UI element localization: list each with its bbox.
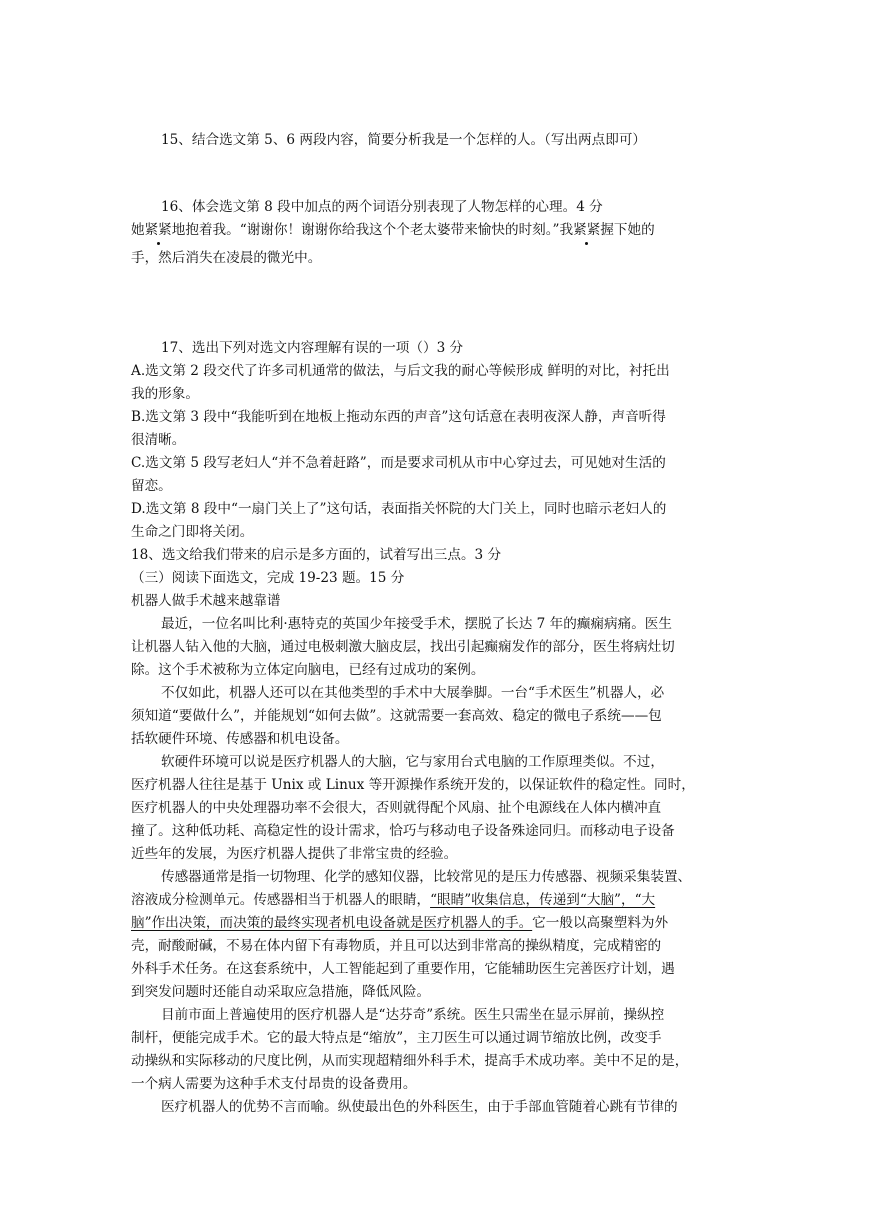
paragraph-5-line-4: 一个病人需要为这种手术支付昂贵的设备费用。: [131, 1076, 417, 1092]
question-16-quote-line-2: 手，然后消失在凌晨的微光中。: [131, 250, 322, 266]
option-c-line-2: 留恋。: [131, 478, 172, 494]
paragraph-4-line-6: 到突发问题时还能自动采取应急措施，降低风险。: [131, 984, 431, 1000]
paragraph-2-line-1: 不仅如此，机器人还可以在其他类型的手术中大展拳脚。一台“手术医生”机器人，必: [161, 685, 665, 701]
paragraph-6-line-1: 医疗机器人的优势不言而喻。纵使最出色的外科医生，由于手部血管随着心跳有节律的: [161, 1099, 678, 1115]
paragraph-3-line-5: 近些年的发展，为医疗机器人提供了非常宝贵的经验。: [131, 846, 458, 862]
paragraph-4-line-3: 脑”作出决策，而决策的最终实现者机电设备就是医疗机器人的手。它一般以高聚塑料为外: [131, 915, 669, 931]
question-15: 15、结合选文第 5、6 两段内容，简要分析我是一个怎样的人。（写出两点即可）: [161, 132, 647, 148]
option-b-line-2: 很清晰。: [131, 432, 186, 448]
paragraph-3-line-2: 医疗机器人往往是基于 Unix 或 Linux 等开源操作系统开发的，以保证软件的稳定性。同时，: [131, 777, 695, 793]
option-a-line-2: 我的形象。: [131, 386, 199, 402]
paragraph-3-line-4: 撞了。这种低功耗、高稳定性的设计需求，恰巧与移动电子设备殊途同归。而移动电子设备: [131, 823, 675, 839]
option-c-line-1: C.选文第 5 段写老妇人“并不急着赶路”，而是要求司机从市中心穿过去，可见她对生活的: [131, 455, 666, 471]
paragraph-2-line-3: 括软硬件环境、传感器和机电设备。: [131, 731, 349, 747]
paragraph-4-line-1: 传感器通常是指一切物理、化学的感知仪器，比较常见的是压力传感器、视频采集装置、: [161, 869, 692, 885]
paragraph-3-line-1: 软硬件环境可以说是医疗机器人的大脑，它与家用台式电脑的工作原理类似。不过，: [161, 754, 664, 770]
option-b-line-1: B.选文第 3 段中“我能听到在地板上拖动东西的声音”这句话意在表明夜深人静，声音听得: [131, 409, 666, 425]
paragraph-5-line-2: 制杆，便能完成手术。它的最大特点是“缩放”，主刀医生可以通过调节缩放比例，改变手: [131, 1030, 662, 1046]
underlined-sentence-part-2: 脑”作出决策，而决策的最终实现者机电设备就是医疗机器人的手。: [131, 915, 533, 931]
paragraph-4-line-2: 溶液成分检测单元。传感器相当于机器人的眼睛，“眼睛”收集信息，传递到“大脑”，“大: [131, 892, 656, 908]
emphasized-word-1: 紧紧: [144, 222, 172, 238]
question-16: 16、体会选文第 8 段中加点的两个词语分别表现了人物怎样的心理。4 分: [161, 199, 603, 215]
paragraph-5-line-3: 动操纵和实际移动的尺度比例，从而实现超精细外科手术，提高手术成功率。美中不足的是，: [131, 1053, 689, 1069]
paragraph-2-line-2: 须知道“要做什么”，并能规划“如何去做”。这就需要一套高效、稳定的微电子系统——包: [131, 708, 662, 724]
underlined-sentence-part-1: “眼睛”收集信息，传递到“大脑”，“大: [430, 892, 656, 908]
option-a-line-1: A.选文第 2 段交代了许多司机通常的做法，与后文我的耐心等候形成 鲜明的对比，衬托出: [131, 363, 670, 379]
question-16-quote-line-1: 她紧紧地抱着我。“谢谢你！谢谢你给我这个个老太婆带来愉快的时刻。”我紧紧握下她的: [131, 222, 655, 238]
paragraph-5-line-1: 目前市面上普遍使用的医疗机器人是“达芬奇”系统。医生只需坐在显示屏前，操纵控: [161, 1007, 665, 1023]
emphasized-word-2: 紧紧: [573, 222, 601, 238]
option-d-line-1: D.选文第 8 段中“一扇门关上了”这句话，表面指关怀院的大门关上，同时也暗示老妇人的: [131, 501, 667, 517]
paragraph-1-line-1: 最近，一位名叫比利·惠特克的英国少年接受手术，摆脱了长达 7 年的癫痫病痛。医生: [161, 616, 672, 632]
option-d-line-2: 生命之门即将关闭。: [131, 524, 254, 540]
paragraph-4-line-4: 壳，耐酸耐碱，不易在体内留下有毒物质，并且可以达到非常高的操纵精度，完成精密的: [131, 938, 662, 954]
article-title: 机器人做手术越来越靠谱: [131, 593, 281, 609]
paragraph-1-line-3: 除。这个手术被称为立体定向脑电，已经有过成功的案例。: [131, 662, 485, 678]
question-17: 17、选出下列对选文内容理解有误的一项（）3 分: [161, 340, 464, 356]
paragraph-1-line-2: 让机器人钻入他的大脑，通过电极刺激大脑皮层，找出引起癫痫发作的部分，医生将病灶切: [131, 639, 675, 655]
question-18: 18、选文给我们带来的启示是多方面的，试着写出三点。3 分: [131, 547, 502, 563]
paragraph-4-line-5: 外科手术任务。在这套系统中，人工智能起到了重要作用，它能辅助医生完善医疗计划，遇: [131, 961, 675, 977]
section-3-heading: （三）阅读下面选文，完成 19-23 题。15 分: [131, 570, 405, 586]
paragraph-3-line-3: 医疗机器人的中央处理器功率不会很大，否则就得配个风扇、扯个电源线在人体内横冲直: [131, 800, 662, 816]
